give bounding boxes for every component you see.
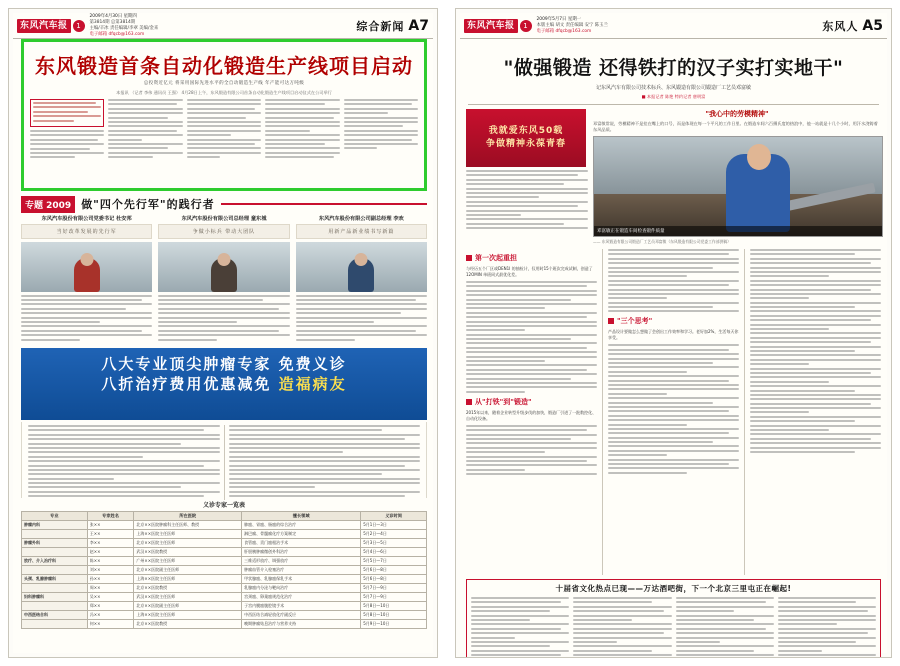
- table-cell: 中西医结合科: [22, 611, 88, 620]
- column-divider: [602, 249, 603, 575]
- bullet-square-icon: [466, 399, 472, 405]
- bottom-box-col-3: [676, 597, 774, 658]
- table-row: [22, 557, 427, 566]
- section-heading-text: "三个思考": [617, 317, 653, 326]
- left-section-label: 综合新闻: [356, 19, 405, 33]
- profile-photo: [21, 242, 152, 291]
- profile-card: [21, 215, 152, 343]
- table-header-cell: 专家姓名: [87, 512, 134, 521]
- bottom-box-col-2: [573, 597, 671, 658]
- bottom-box-columns: [471, 597, 876, 658]
- table-cell: 妇科肿瘤科: [22, 593, 88, 602]
- table-cell: 孙××: [87, 575, 134, 584]
- table-cell: 广州××医院主任医师: [134, 557, 242, 566]
- table-header-cell: 所在医院: [134, 512, 242, 521]
- banner-line-2: 争做精神永葆青春: [485, 139, 566, 149]
- table-cell: 张××: [87, 521, 134, 530]
- section-heading: [608, 316, 739, 326]
- table-cell: 北京××医院副主任医师: [134, 602, 242, 611]
- photo-section-title: "我心中的劳模精神": [705, 110, 769, 118]
- bullet-square-icon: [466, 255, 472, 261]
- highlighted-lead-story: [21, 39, 427, 191]
- table-cell: 乳腺癌内分泌与靶向治疗: [242, 584, 361, 593]
- right-page-inner: [460, 13, 887, 653]
- table-row: [22, 620, 427, 629]
- newspaper-logo-left: 东风汽车报: [17, 19, 71, 33]
- right-body-columns: [460, 245, 887, 575]
- table-row: [22, 602, 427, 611]
- photo-intro-text: 邓富敏常说，劳模精神不是挂在嘴上的口号，而是体现在每一个平凡的工作日里。在锻造车间六百摄氏度的热浪中，他一站就是十几个小时，用汗水浇铸着东风品质。: [593, 121, 878, 132]
- bottom-feature-box: [466, 579, 881, 658]
- feature-band: [21, 195, 427, 213]
- table-cell: 5月5日—7日: [361, 557, 427, 566]
- lead-hidden-text: [24, 177, 424, 179]
- lead-related-box: [30, 99, 104, 127]
- table-row: [22, 593, 427, 602]
- profile-card-list: [21, 215, 427, 343]
- table-cell: 放疗、介入治疗科: [22, 557, 88, 566]
- table-cell: 上海××医院主任医师: [134, 530, 242, 539]
- bullet-square-icon: [608, 318, 614, 324]
- left-editor-line: 主编/辛冰 责任编辑/李翠 美编/金来: [89, 25, 159, 31]
- table-cell: 肝胆胰肿瘤微创外科治疗: [242, 548, 361, 557]
- table-cell: 5月4日—6日: [361, 548, 427, 557]
- table-cell: 北京××医院肿瘤科主任医师、教授: [134, 521, 242, 530]
- profile-card-title: 东风汽车股份有限公司党委书记 杜安邦: [41, 216, 132, 222]
- profile-card-body: [21, 292, 152, 343]
- profile-card-calligraphy: 争做小标兵 带动大团队: [158, 224, 289, 239]
- table-cell: 5月3日—5日: [361, 539, 427, 548]
- table-cell: 刘××: [87, 566, 134, 575]
- band-badge: 专题 2009: [21, 196, 75, 213]
- left-email-line: 电子邮箱 dfqcb@163.com: [89, 31, 145, 37]
- profile-photo: [158, 242, 289, 291]
- table-cell: 淋巴瘤、骨髓瘤化疗方案制定: [242, 530, 361, 539]
- right-col-2: [608, 249, 739, 575]
- table-cell: 武汉××医院教授: [134, 548, 242, 557]
- ad-line-2: [29, 374, 419, 394]
- table-row: [22, 521, 427, 530]
- table-cell: 武汉××医院主任医师: [134, 593, 242, 602]
- table-header-cell: 义诊时间: [361, 512, 427, 521]
- table-cell: [22, 584, 88, 593]
- band-rule: [221, 203, 427, 205]
- ad-body-text: [21, 422, 427, 498]
- profile-card-body: [296, 292, 427, 343]
- table-cell: 吴××: [87, 593, 134, 602]
- newspaper-page-left: [8, 8, 438, 658]
- right-subhead: 记东风汽车有限公司技术标兵、东风锻造有限公司锻造厂工艺员邓富敏: [595, 85, 751, 91]
- ad-line-2b: 造福病友: [278, 375, 347, 393]
- section-heading-text: 从"打铁"到"锻造": [475, 397, 532, 406]
- right-email-line: 电子邮箱 dfqcb@163.com: [536, 28, 592, 34]
- section-lead-para: 2015年以来，随着企业转型升级步伐的加快，锻造厂引进了一批数控化、自动化设备。: [466, 409, 597, 421]
- hospital-advertisement: [21, 348, 427, 420]
- left-masthead: [13, 13, 433, 39]
- lead-col-1: [30, 99, 104, 177]
- table-cell: 冯××: [87, 611, 134, 620]
- lead-subhead: 总投资近亿元 将采用国际先进水平的全自动锻造生产线 年产能可达万吨级: [143, 81, 305, 86]
- doctor-schedule-table-wrap: [21, 500, 427, 658]
- right-masthead: [460, 13, 887, 39]
- table-cell: 5月1日—3日: [361, 521, 427, 530]
- section-heading-text: 第一次起重担: [475, 254, 517, 262]
- profile-card: [158, 215, 289, 343]
- table-header-row: [22, 512, 427, 521]
- left-page-inner: [13, 13, 433, 653]
- logo-badge-icon-left: 1: [73, 20, 85, 32]
- table-cell: 上海××医院主任医师: [134, 611, 242, 620]
- ad-body-right: [229, 425, 421, 500]
- bottom-box-title: 十届省文化热点已现——万达酒吧街，下一个北京三里屯正在崛起!: [555, 584, 792, 593]
- right-masthead-meta: [537, 17, 823, 35]
- doctor-schedule-table: [21, 511, 427, 629]
- right-divider: [468, 104, 879, 105]
- table-cell: 食管癌、贲门癌根治手术: [242, 539, 361, 548]
- left-issue-line: 第3814期 总第3814期: [89, 19, 136, 25]
- table-cell: 北京××医院副主任医师: [134, 566, 242, 575]
- lead-headline: 东风锻造首条自动化锻造生产线项目启动: [35, 54, 413, 78]
- right-date-line: 2009年5月7日 星期一: [536, 16, 582, 22]
- table-cell: 5月2日—4日: [361, 530, 427, 539]
- right-photo-col: [593, 109, 881, 245]
- left-page-number: A7: [408, 17, 429, 34]
- column-divider: [744, 249, 745, 575]
- table-cell: 5月9日—10日: [361, 620, 427, 629]
- banner-side-text: [466, 167, 588, 231]
- table-cell: 王××: [87, 530, 134, 539]
- table-cell: [22, 530, 88, 539]
- lead-col-4: [265, 99, 339, 177]
- table-cell: 三维适形放疗、调强放疗: [242, 557, 361, 566]
- profile-card: [296, 215, 427, 343]
- table-row: [22, 566, 427, 575]
- table-cell: 肺癌、胃癌、肠癌的综合治疗: [242, 521, 361, 530]
- table-cell: 上海××医院主任医师: [134, 575, 242, 584]
- table-header-cell: 专业: [22, 512, 88, 521]
- bottom-box-col-1: [471, 597, 569, 658]
- table-cell: 甲状腺癌、乳腺癌保乳手术: [242, 575, 361, 584]
- right-top-zone: [460, 109, 887, 245]
- section-lead-para: 产品设计要做怎么想做了会创出工作效率和学习。老好加2%，生活每天你享受。: [608, 329, 739, 341]
- table-title: 义诊专家一览表: [202, 502, 245, 509]
- lead-byline: 本报讯 （记者 李伟 通讯员 王强） 4月28日上午，东风锻造有限公司首条自动化锻造生产线项目启动仪式在公司举行: [116, 90, 332, 95]
- table-cell: 郑××: [87, 602, 134, 611]
- table-cell: 赵××: [87, 548, 134, 557]
- profile-card-title: 东风汽车股份有限公司副总经理 李欢: [318, 216, 404, 222]
- table-cell: 肿瘤外科: [22, 539, 88, 548]
- profile-card-title: 东风汽车股份有限公司总经理 童东城: [181, 216, 267, 222]
- right-col-1: [466, 249, 597, 575]
- table-cell: [22, 602, 88, 611]
- table-cell: 肿瘤内科: [22, 521, 88, 530]
- table-cell: 中西医结合减轻放化疗副反应: [242, 611, 361, 620]
- photo-caption: 邓富敏正在锻造车间检查锻件质量: [594, 226, 882, 236]
- banner-line-1: 我就爱东风50载: [488, 126, 564, 136]
- profile-card-calligraphy: 当好改革发展的先行军: [21, 224, 152, 239]
- right-col-3: [750, 249, 881, 575]
- newspaper-logo-right: 东风汽车报: [464, 19, 518, 33]
- ad-line-1: 八大专业顶尖肿瘤专家 免费义诊: [101, 355, 347, 373]
- table-cell: [22, 620, 88, 629]
- lead-body-columns: [24, 99, 424, 177]
- right-headline: "做强锻造 还得铁打的汉子实打实地干": [503, 57, 844, 79]
- table-cell: 5月7日—9日: [361, 593, 427, 602]
- photo-credit: —— 东风锻造有限公司锻造厂工艺员邓富敏（东风锻造有限公司党委工作部供稿）: [593, 239, 731, 244]
- bottom-box-col-4: [778, 597, 876, 658]
- table-cell: 肿瘤血管介入栓塞治疗: [242, 566, 361, 575]
- table-cell: 陈××: [87, 557, 134, 566]
- right-section-label: 东风人: [822, 19, 859, 33]
- right-page-number: A5: [862, 17, 883, 34]
- table-cell: 5月7日—9日: [361, 584, 427, 593]
- section-lead-para: 与经历五个厂区或DEN1I 的抽检计，仅用时15个班次完成试制，创造了12OMIN 单班同式最优化差。: [466, 266, 593, 277]
- table-cell: 5月6日—8日: [361, 575, 427, 584]
- table-row: [22, 530, 427, 539]
- table-cell: 何××: [87, 620, 134, 629]
- ad-line-2a: 八折治疗费用优惠减免: [101, 375, 272, 393]
- lead-col-3: [187, 99, 261, 177]
- table-row: [22, 548, 427, 557]
- left-date-line: 2009年4月30日 星期四: [89, 13, 137, 19]
- table-row: [22, 611, 427, 620]
- right-byline: ■ 本报记者 陈艳 特约记者 唐明富: [641, 94, 706, 99]
- table-cell: 北京××医院主任医师: [134, 539, 242, 548]
- table-cell: 北京××医院教授: [134, 584, 242, 593]
- anniversary-banner: [466, 109, 586, 167]
- table-row: [22, 539, 427, 548]
- section-heading: [466, 253, 597, 263]
- feature-photo: [593, 136, 883, 237]
- table-cell: [22, 566, 88, 575]
- right-editor-line: 本版主编 胡文 责任编辑 安宁 陈玉兰: [536, 22, 608, 28]
- table-cell: 5月8日—10日: [361, 611, 427, 620]
- table-header-cell: 擅长领域: [242, 512, 361, 521]
- table-cell: 周××: [87, 584, 134, 593]
- table-cell: 头颈、乳腺肿瘤科: [22, 575, 88, 584]
- table-cell: 李××: [87, 539, 134, 548]
- lead-col-5: [344, 99, 418, 177]
- table-cell: 5月6日—8日: [361, 566, 427, 575]
- profile-photo: [296, 242, 427, 291]
- logo-badge-icon-right: 1: [520, 20, 532, 32]
- newspaper-page-right: [455, 8, 892, 658]
- table-cell: 北京××医院教授: [134, 620, 242, 629]
- table-cell: 宫颈癌、卵巢癌规范化治疗: [242, 593, 361, 602]
- table-cell: 晚期肿瘤姑息治疗与营养支持: [242, 620, 361, 629]
- ad-body-left: [28, 425, 220, 500]
- table-row: [22, 584, 427, 593]
- band-title: 做"四个先行军"的践行者: [81, 198, 215, 211]
- profile-card-calligraphy: 用新产品新业绩书写新篇: [296, 224, 427, 239]
- left-masthead-meta: [90, 14, 357, 38]
- profile-card-body: [158, 292, 289, 343]
- right-banner-col: [466, 109, 588, 245]
- table-cell: 子宫内膜癌腹腔镜手术: [242, 602, 361, 611]
- section-heading: [466, 397, 597, 407]
- lead-col-2: [108, 99, 182, 177]
- table-cell: 5月8日—10日: [361, 602, 427, 611]
- table-row: [22, 575, 427, 584]
- table-cell: [22, 548, 88, 557]
